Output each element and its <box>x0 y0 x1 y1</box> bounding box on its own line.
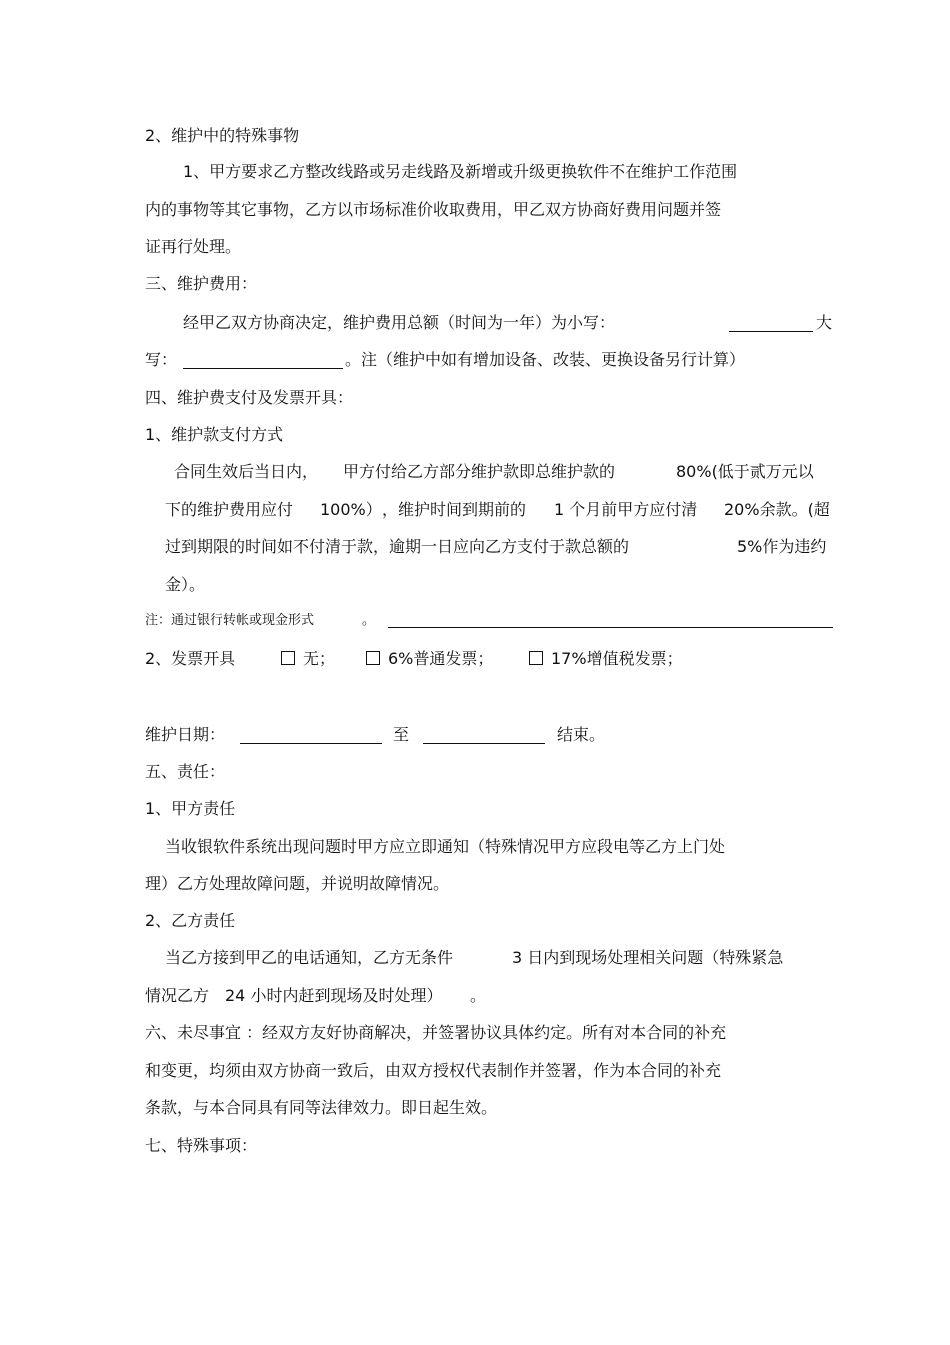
section-heading: 七、特殊事项： <box>145 1136 258 1155</box>
subsection-heading: 2、乙方责任 <box>145 911 236 930</box>
paragraph-text: 24 小时内赶到现场及时处理） <box>225 986 443 1005</box>
invoice-option-none[interactable]: 无； <box>281 649 335 669</box>
paragraph-line: 当收银软件系统出现问题时甲方应立即通知（特殊情况甲方应段电等乙方上门处 <box>165 837 726 856</box>
paragraph-text: 。注（维护中如有增加设备、改装、更换设备另行计算） <box>345 350 746 369</box>
paragraph-text: 20%余款。(超 <box>724 500 830 519</box>
checkbox-icon[interactable] <box>529 651 543 665</box>
paragraph-text: 过到期限的时间如不付清于款，逾期一日应向乙方支付于款总额的 <box>165 537 630 556</box>
paragraph-line: 理）乙方处理故障问题，并说明故障情况。 <box>145 874 450 893</box>
subsection-heading: 1、维护款支付方式 <box>145 425 284 444</box>
checkbox-icon[interactable] <box>366 651 380 665</box>
invoice-option-vat[interactable]: 17%增值税发票； <box>529 649 683 669</box>
paragraph-text: 下的维护费用应付 <box>165 500 294 519</box>
payment-note: 。 <box>362 613 376 628</box>
paragraph-text: 1 个月前甲方应付清 <box>554 500 698 519</box>
section-heading: 四、维护费支付及发票开具： <box>145 388 354 407</box>
checkbox-icon[interactable] <box>281 651 295 665</box>
section-heading: 三、维护费用： <box>145 274 258 293</box>
subsection-heading: 2、发票开具 <box>145 649 236 668</box>
subsection-heading: 1、甲方责任 <box>145 799 236 818</box>
paragraph-text: 情况乙方 <box>145 986 210 1005</box>
start-date-blank <box>240 743 382 744</box>
amount-uppercase-blank <box>183 368 343 369</box>
invoice-option-normal[interactable]: 6%普通发票； <box>366 649 493 669</box>
paragraph-text: 大 <box>816 313 833 332</box>
paragraph-text: 结束。 <box>557 725 606 744</box>
section-heading: 五、责任： <box>145 762 226 781</box>
paragraph-text: 当乙方接到甲乙的电话通知，乙方无条件 <box>165 948 454 967</box>
paragraph-text: 维护日期： <box>145 725 226 744</box>
paragraph-line: 证再行处理。 <box>145 237 242 256</box>
paragraph-line: 六、未尽事宜 ：经双方友好协商解决，并签署协议具体约定。所有对本合同的补充 <box>145 1023 727 1042</box>
paragraph-text: 甲方付给乙方部分维护款即总维护款的 <box>343 462 616 481</box>
section-heading: 2、维护中的特殊事物 <box>145 126 300 145</box>
paragraph-text: ，维护时间到期前的 <box>382 500 527 519</box>
paragraph-text: 合同生效后当日内， <box>174 462 319 481</box>
paragraph-line: 和变更，均须由双方协商一致后，由双方授权代表制作并签署，作为本合同的补充 <box>145 1061 722 1080</box>
paragraph-text: 5%作为违约 <box>737 537 827 556</box>
paragraph-text: 至 <box>393 725 410 744</box>
paragraph-line: 内的事物等其它事物，乙方以市场标准价收取费用，甲乙双方协商好费用问题并签 <box>145 200 722 219</box>
paragraph-line: 经甲乙双方协商决定，维护费用总额（时间为一年）为小写： <box>183 313 616 332</box>
paragraph-text: 写： <box>145 350 178 369</box>
payment-note: 注：通过银行转帐或现金形式 <box>145 613 315 628</box>
paragraph-line: 1、甲方要求乙方整改线路或另走线路及新增或升级更换软件不在维护工作范围 <box>183 162 738 181</box>
paragraph-text: 金）。 <box>165 575 206 594</box>
paragraph-text: 80%(低于贰万元以 <box>676 462 814 481</box>
end-date-blank <box>423 743 545 744</box>
payment-note-blank <box>388 627 833 628</box>
amount-lowercase-blank <box>729 331 813 332</box>
paragraph-text: 。 <box>470 986 487 1005</box>
paragraph-line: 条款，与本合同具有同等法律效力。即日起生效。 <box>145 1098 498 1117</box>
paragraph-text: 100%） <box>320 500 382 519</box>
paragraph-text: 3 日内到现场处理相关问题（特殊紧急 <box>512 948 784 967</box>
